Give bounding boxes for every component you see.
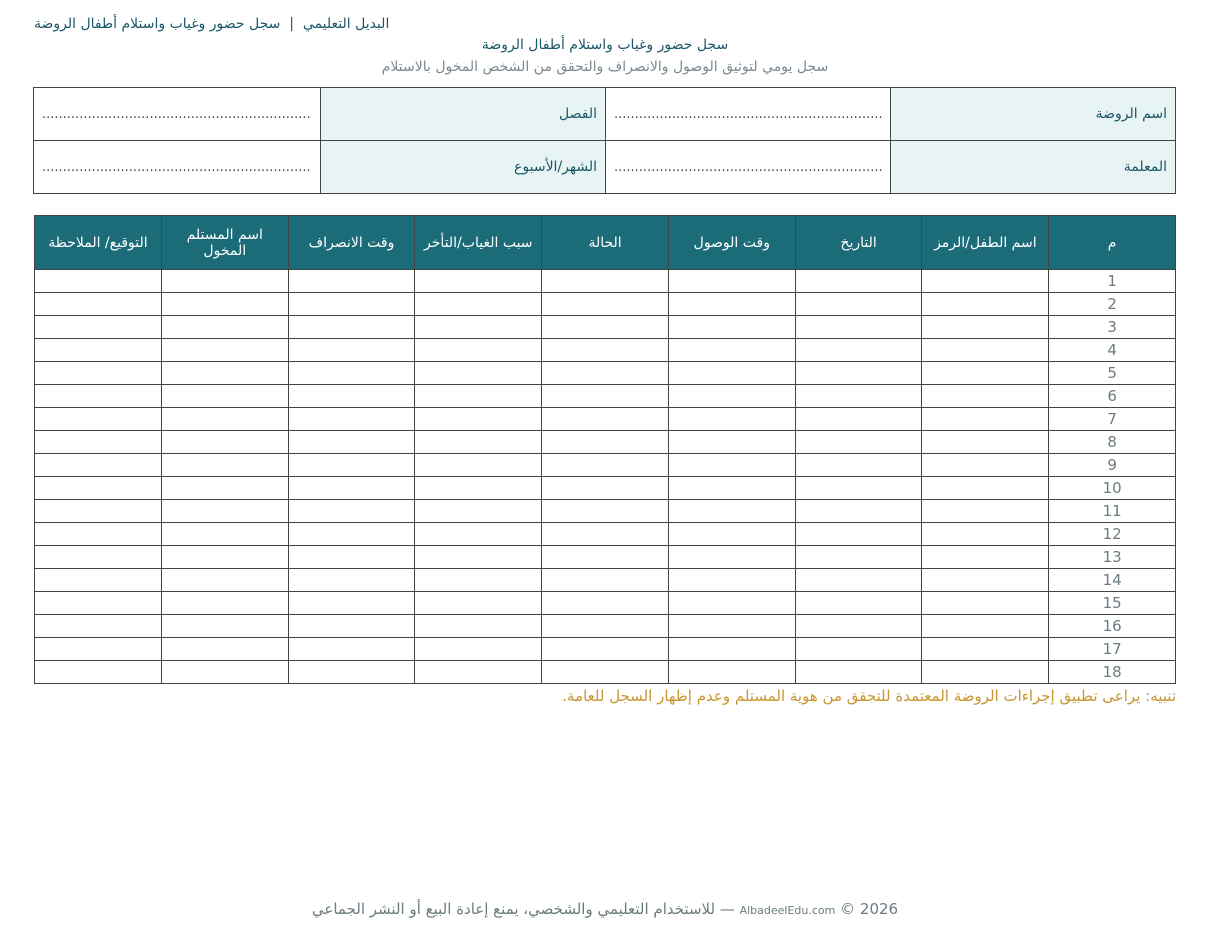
- table-cell[interactable]: [922, 339, 1049, 362]
- table-cell[interactable]: [668, 270, 795, 293]
- column-header: م: [1049, 216, 1176, 270]
- table-cell[interactable]: [795, 500, 922, 523]
- table-cell[interactable]: [35, 592, 162, 615]
- row-number: 14: [1049, 569, 1176, 592]
- table-cell[interactable]: [668, 385, 795, 408]
- table-cell[interactable]: [161, 293, 288, 316]
- table-cell[interactable]: [288, 546, 415, 569]
- table-cell[interactable]: [35, 431, 162, 454]
- table-cell[interactable]: [795, 316, 922, 339]
- table-cell[interactable]: [795, 569, 922, 592]
- table-cell[interactable]: [415, 454, 542, 477]
- table-cell[interactable]: [288, 523, 415, 546]
- table-cell[interactable]: [415, 385, 542, 408]
- teacher-label: المعلمة: [891, 141, 1176, 194]
- row-number: 16: [1049, 615, 1176, 638]
- table-cell[interactable]: [922, 454, 1049, 477]
- table-cell[interactable]: [795, 546, 922, 569]
- table-row: [35, 454, 1176, 477]
- table-cell[interactable]: [415, 270, 542, 293]
- table-cell[interactable]: [795, 454, 922, 477]
- notice-text: تنبيه: يراعى تطبيق إجراءات الروضة المعتمدة للتحقق من هوية المستلم وعدم إظهار السجل للعامة.: [562, 687, 1176, 705]
- table-cell[interactable]: [415, 569, 542, 592]
- table-cell[interactable]: [795, 293, 922, 316]
- table-cell[interactable]: [542, 316, 669, 339]
- table-cell[interactable]: [922, 615, 1049, 638]
- table-cell[interactable]: [668, 477, 795, 500]
- table-cell[interactable]: [542, 408, 669, 431]
- table-cell[interactable]: [795, 638, 922, 661]
- table-cell[interactable]: [35, 270, 162, 293]
- table-cell[interactable]: [288, 454, 415, 477]
- table-cell[interactable]: [415, 431, 542, 454]
- table-cell[interactable]: [668, 661, 795, 684]
- table-cell[interactable]: [922, 408, 1049, 431]
- page-subtitle: سجل يومي لتوثيق الوصول والانصراف والتحقق من الشخص المخول بالاستلام: [381, 59, 829, 75]
- row-number: 12: [1049, 523, 1176, 546]
- table-cell[interactable]: [288, 431, 415, 454]
- column-header: سبب الغياب/التأخر: [415, 216, 542, 270]
- table-cell[interactable]: [668, 431, 795, 454]
- table-cell[interactable]: [161, 500, 288, 523]
- table-cell[interactable]: [415, 638, 542, 661]
- table-cell[interactable]: [542, 592, 669, 615]
- column-header: الحالة: [542, 216, 669, 270]
- table-cell[interactable]: [288, 661, 415, 684]
- table-cell[interactable]: [668, 339, 795, 362]
- column-header: وقت الوصول: [668, 216, 795, 270]
- table-cell[interactable]: [542, 615, 669, 638]
- table-cell[interactable]: [35, 615, 162, 638]
- table-row: [35, 362, 1176, 385]
- table-cell[interactable]: [35, 661, 162, 684]
- footer: [0, 900, 1210, 918]
- column-header: اسم الطفل/الرمز: [922, 216, 1049, 270]
- table-row: [35, 385, 1176, 408]
- table-row: [35, 500, 1176, 523]
- month-week-label: الشهر/الأسبوع: [321, 141, 606, 194]
- table-cell[interactable]: [542, 477, 669, 500]
- table-cell[interactable]: [288, 477, 415, 500]
- table-cell[interactable]: [795, 523, 922, 546]
- table-cell[interactable]: [415, 546, 542, 569]
- row-number: 11: [1049, 500, 1176, 523]
- table-cell[interactable]: [542, 454, 669, 477]
- attendance-table: [34, 215, 1176, 684]
- column-header: اسم المستلم المخول: [161, 216, 288, 270]
- table-cell[interactable]: [35, 385, 162, 408]
- table-cell[interactable]: [922, 523, 1049, 546]
- table-cell[interactable]: [415, 408, 542, 431]
- table-cell[interactable]: [288, 408, 415, 431]
- kindergarten-name-field[interactable]: .................................................................: [606, 88, 891, 141]
- table-cell[interactable]: [288, 385, 415, 408]
- table-cell[interactable]: [288, 500, 415, 523]
- table-cell[interactable]: [415, 523, 542, 546]
- document-page: [34, 14, 1176, 708]
- column-header: التاريخ: [795, 216, 922, 270]
- table-row: [35, 569, 1176, 592]
- table-row: [35, 661, 1176, 684]
- footer-copyright: © 2026: [840, 900, 899, 918]
- table-cell[interactable]: [542, 569, 669, 592]
- table-cell[interactable]: [668, 408, 795, 431]
- row-number: 13: [1049, 546, 1176, 569]
- table-cell[interactable]: [415, 477, 542, 500]
- table-cell[interactable]: [35, 293, 162, 316]
- table-row: [35, 431, 1176, 454]
- table-row: [35, 615, 1176, 638]
- table-cell[interactable]: [668, 500, 795, 523]
- table-cell[interactable]: [161, 661, 288, 684]
- table-body: [35, 270, 1176, 684]
- table-cell[interactable]: [668, 293, 795, 316]
- table-row: [35, 546, 1176, 569]
- table-cell[interactable]: [288, 362, 415, 385]
- table-cell[interactable]: [922, 477, 1049, 500]
- table-cell[interactable]: [795, 592, 922, 615]
- table-cell[interactable]: [35, 569, 162, 592]
- table-cell[interactable]: [795, 431, 922, 454]
- month-week-field[interactable]: .................................................................: [34, 141, 321, 194]
- table-cell[interactable]: [542, 270, 669, 293]
- table-cell[interactable]: [161, 546, 288, 569]
- table-cell[interactable]: [161, 638, 288, 661]
- row-number: 1: [1049, 270, 1176, 293]
- info-row: [34, 88, 1176, 141]
- teacher-field[interactable]: .................................................................: [606, 141, 891, 194]
- table-cell[interactable]: [415, 500, 542, 523]
- row-number: 8: [1049, 431, 1176, 454]
- info-row: [34, 141, 1176, 194]
- table-cell[interactable]: [668, 569, 795, 592]
- table-row: [35, 408, 1176, 431]
- table-row: [35, 316, 1176, 339]
- row-number: 10: [1049, 477, 1176, 500]
- table-row: [35, 638, 1176, 661]
- table-cell[interactable]: [542, 431, 669, 454]
- table-cell[interactable]: [161, 592, 288, 615]
- table-cell[interactable]: [542, 500, 669, 523]
- footer-site: AlbadeelEdu.com: [739, 904, 836, 917]
- table-cell[interactable]: [161, 454, 288, 477]
- footer-text: — للاستخدام التعليمي والشخصي، يمنع إعادة البيع أو النشر الجماعي: [311, 900, 735, 918]
- table-cell[interactable]: [161, 339, 288, 362]
- table-cell[interactable]: [288, 316, 415, 339]
- kindergarten-name-label: اسم الروضة: [891, 88, 1176, 141]
- table-cell[interactable]: [922, 569, 1049, 592]
- table-cell[interactable]: [542, 638, 669, 661]
- table-cell[interactable]: [542, 546, 669, 569]
- class-label: الفصل: [321, 88, 606, 141]
- table-cell[interactable]: [922, 293, 1049, 316]
- table-cell[interactable]: [542, 339, 669, 362]
- table-cell[interactable]: [35, 408, 162, 431]
- table-cell[interactable]: [922, 546, 1049, 569]
- table-cell[interactable]: [35, 477, 162, 500]
- row-number: 15: [1049, 592, 1176, 615]
- row-number: 3: [1049, 316, 1176, 339]
- table-cell[interactable]: [795, 477, 922, 500]
- table-cell[interactable]: [415, 339, 542, 362]
- column-header: التوقيع/ الملاحظة: [35, 216, 162, 270]
- table-cell[interactable]: [668, 638, 795, 661]
- table-cell[interactable]: [542, 293, 669, 316]
- row-number: 7: [1049, 408, 1176, 431]
- table-cell[interactable]: [668, 546, 795, 569]
- row-number: 4: [1049, 339, 1176, 362]
- table-cell[interactable]: [668, 454, 795, 477]
- table-cell[interactable]: [795, 408, 922, 431]
- table-cell[interactable]: [288, 638, 415, 661]
- table-cell[interactable]: [161, 270, 288, 293]
- table-cell[interactable]: [922, 638, 1049, 661]
- table-cell[interactable]: [922, 385, 1049, 408]
- table-cell[interactable]: [415, 615, 542, 638]
- table-cell[interactable]: [288, 615, 415, 638]
- table-cell[interactable]: [35, 316, 162, 339]
- table-row: [35, 270, 1176, 293]
- row-number: 5: [1049, 362, 1176, 385]
- row-number: 2: [1049, 293, 1176, 316]
- table-cell[interactable]: [922, 362, 1049, 385]
- table-cell[interactable]: [288, 270, 415, 293]
- table-cell[interactable]: [542, 362, 669, 385]
- table-cell[interactable]: [415, 661, 542, 684]
- table-cell[interactable]: [795, 270, 922, 293]
- table-cell[interactable]: [922, 270, 1049, 293]
- table-cell[interactable]: [35, 523, 162, 546]
- table-cell[interactable]: [288, 339, 415, 362]
- table-cell[interactable]: [542, 385, 669, 408]
- table-cell[interactable]: [161, 431, 288, 454]
- table-cell[interactable]: [35, 362, 162, 385]
- table-cell[interactable]: [288, 569, 415, 592]
- table-cell[interactable]: [415, 293, 542, 316]
- table-cell[interactable]: [35, 546, 162, 569]
- table-cell[interactable]: [922, 500, 1049, 523]
- table-cell[interactable]: [542, 523, 669, 546]
- table-cell[interactable]: [922, 661, 1049, 684]
- table-cell[interactable]: [922, 431, 1049, 454]
- row-number: 6: [1049, 385, 1176, 408]
- table-row: [35, 293, 1176, 316]
- table-cell[interactable]: [35, 500, 162, 523]
- page-title: سجل حضور وغياب واستلام أطفال الروضة: [481, 37, 729, 53]
- column-header: وقت الانصراف: [288, 216, 415, 270]
- table-row: [35, 592, 1176, 615]
- brand-doc-name: سجل حضور وغياب واستلام أطفال الروضة: [34, 16, 281, 32]
- table-cell[interactable]: [922, 592, 1049, 615]
- table-row: [35, 339, 1176, 362]
- table-cell[interactable]: [161, 362, 288, 385]
- table-cell[interactable]: [161, 408, 288, 431]
- brand-separator: |: [289, 16, 294, 32]
- row-number: 9: [1049, 454, 1176, 477]
- table-cell[interactable]: [35, 339, 162, 362]
- info-table: [33, 87, 1176, 194]
- row-number: 18: [1049, 661, 1176, 684]
- table-row: [35, 477, 1176, 500]
- table-cell[interactable]: [35, 454, 162, 477]
- class-field[interactable]: .................................................................: [34, 88, 321, 141]
- table-cell[interactable]: [161, 477, 288, 500]
- table-cell[interactable]: [288, 592, 415, 615]
- table-cell[interactable]: [795, 385, 922, 408]
- row-number: 17: [1049, 638, 1176, 661]
- table-cell[interactable]: [35, 638, 162, 661]
- table-cell[interactable]: [795, 339, 922, 362]
- table-cell[interactable]: [288, 293, 415, 316]
- table-cell[interactable]: [668, 592, 795, 615]
- table-cell[interactable]: [415, 592, 542, 615]
- table-cell[interactable]: [415, 362, 542, 385]
- brand-name: البديل التعليمي: [302, 16, 390, 32]
- table-cell[interactable]: [795, 362, 922, 385]
- table-cell[interactable]: [668, 615, 795, 638]
- brand-line: [34, 14, 1176, 34]
- table-row: [35, 523, 1176, 546]
- table-cell[interactable]: [668, 362, 795, 385]
- table-header-row: [35, 216, 1176, 270]
- table-cell[interactable]: [161, 385, 288, 408]
- table-cell[interactable]: [161, 569, 288, 592]
- table-cell[interactable]: [668, 316, 795, 339]
- table-cell[interactable]: [415, 316, 542, 339]
- table-cell[interactable]: [161, 523, 288, 546]
- table-cell[interactable]: [542, 661, 669, 684]
- table-cell[interactable]: [668, 523, 795, 546]
- table-cell[interactable]: [795, 615, 922, 638]
- table-cell[interactable]: [795, 661, 922, 684]
- table-cell[interactable]: [161, 615, 288, 638]
- table-cell[interactable]: [922, 316, 1049, 339]
- table-cell[interactable]: [161, 316, 288, 339]
